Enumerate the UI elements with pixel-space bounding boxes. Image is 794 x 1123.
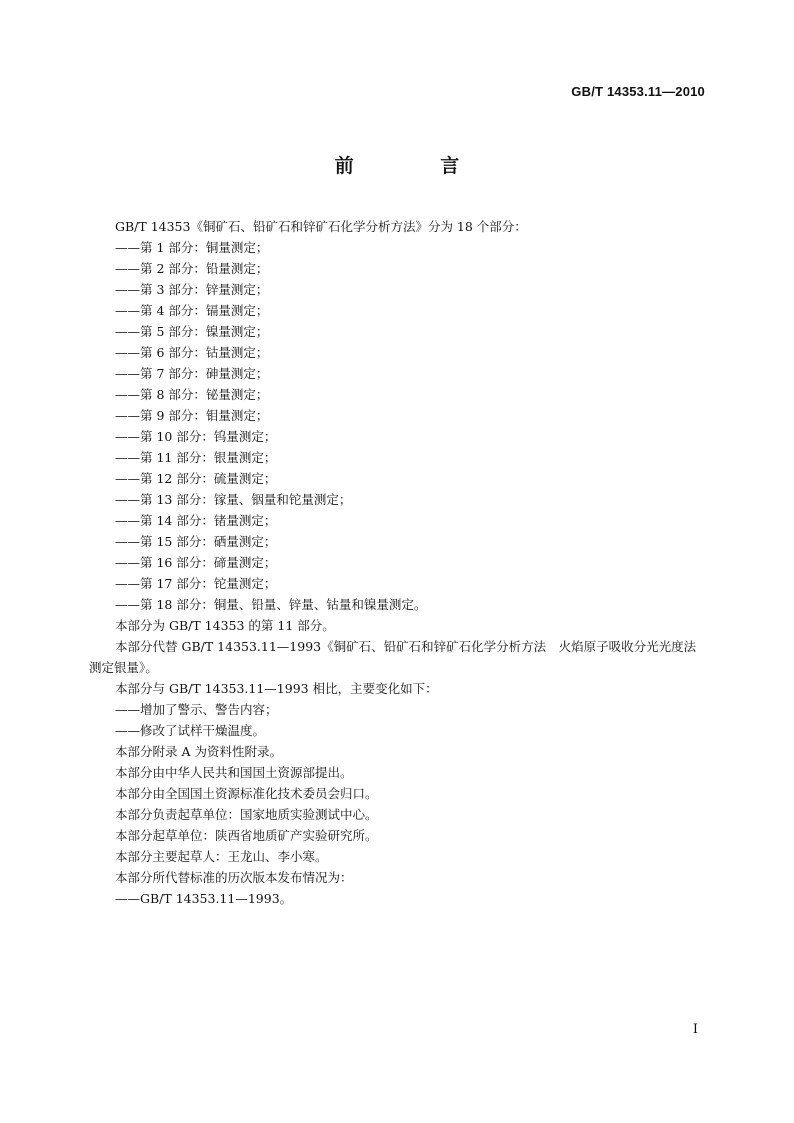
list-item: ——第 18 部分：铜量、铅量、锌量、钴量和镍量测定。 <box>115 597 427 612</box>
history-item: ——GB/T 14353.11—1993。 <box>115 891 293 906</box>
list-item: ——第 11 部分：银量测定； <box>115 450 277 465</box>
list-item: ——第 9 部分：钼量测定； <box>115 408 269 423</box>
page-number: I <box>692 1022 698 1037</box>
replaces-paragraph: 本部分代替 GB/T 14353.11—1993《铜矿石、铅矿石和锌矿石化学分析方法 火焰原子吸收分光光度法测定银量》。 <box>89 639 697 675</box>
history-intro-paragraph: 本部分所代替标准的历次版本发布情况为： <box>115 870 353 885</box>
list-item: ——第 7 部分：砷量测定； <box>115 366 269 381</box>
list-item: ——第 10 部分：钨量测定； <box>115 429 277 444</box>
drafting-unit-paragraph: 本部分起草单位：陕西省地质矿产实验研究所。 <box>115 828 378 843</box>
list-item: ——第 5 部分：镍量测定； <box>115 324 269 339</box>
responsible-unit-paragraph: 本部分负责起草单位：国家地质实验测试中心。 <box>115 807 378 822</box>
list-item: ——第 14 部分：锗量测定； <box>115 513 277 528</box>
change-item: ——修改了试样干燥温度。 <box>115 723 266 738</box>
changes-intro-paragraph: 本部分与 GB/T 14353.11—1993 相比，主要变化如下： <box>115 681 438 696</box>
list-item: ——第 13 部分：镓量、铟量和铊量测定； <box>115 492 352 507</box>
list-item: ——第 6 部分：钴量测定； <box>115 345 269 360</box>
list-item: ——第 4 部分：镉量测定； <box>115 303 269 318</box>
parts-list <box>89 237 705 615</box>
intro-paragraph: GB/T 14353《铜矿石、铅矿石和锌矿石化学分析方法》分为 18 个部分： <box>115 219 527 234</box>
list-item: ——第 17 部分：铊量测定； <box>115 576 277 591</box>
list-item: ——第 12 部分：硫量测定； <box>115 471 277 486</box>
foreword-body <box>89 216 705 909</box>
list-item: ——第 16 部分：碲量测定； <box>115 555 277 570</box>
standard-code: GB/T 14353.11—2010 <box>571 84 705 99</box>
drafters-paragraph: 本部分主要起草人：王龙山、李小寒。 <box>115 849 328 864</box>
list-item: ——第 15 部分：硒量测定； <box>115 534 277 549</box>
list-item: ——第 8 部分：铋量测定； <box>115 387 269 402</box>
list-item: ——第 3 部分：锌量测定； <box>115 282 269 297</box>
part-number-paragraph: 本部分为 GB/T 14353 的第 11 部分。 <box>115 618 335 633</box>
change-item: ——增加了警示、警告内容； <box>115 702 278 717</box>
proposer-paragraph: 本部分由中华人民共和国国土资源部提出。 <box>115 765 353 780</box>
list-item: ——第 2 部分：铅量测定； <box>115 261 269 276</box>
annex-paragraph: 本部分附录 A 为资料性附录。 <box>115 744 282 759</box>
list-item: ——第 1 部分：铜量测定； <box>115 240 269 255</box>
committee-paragraph: 本部分由全国国土资源标准化技术委员会归口。 <box>115 786 378 801</box>
page-title: 前 言 <box>334 155 500 177</box>
